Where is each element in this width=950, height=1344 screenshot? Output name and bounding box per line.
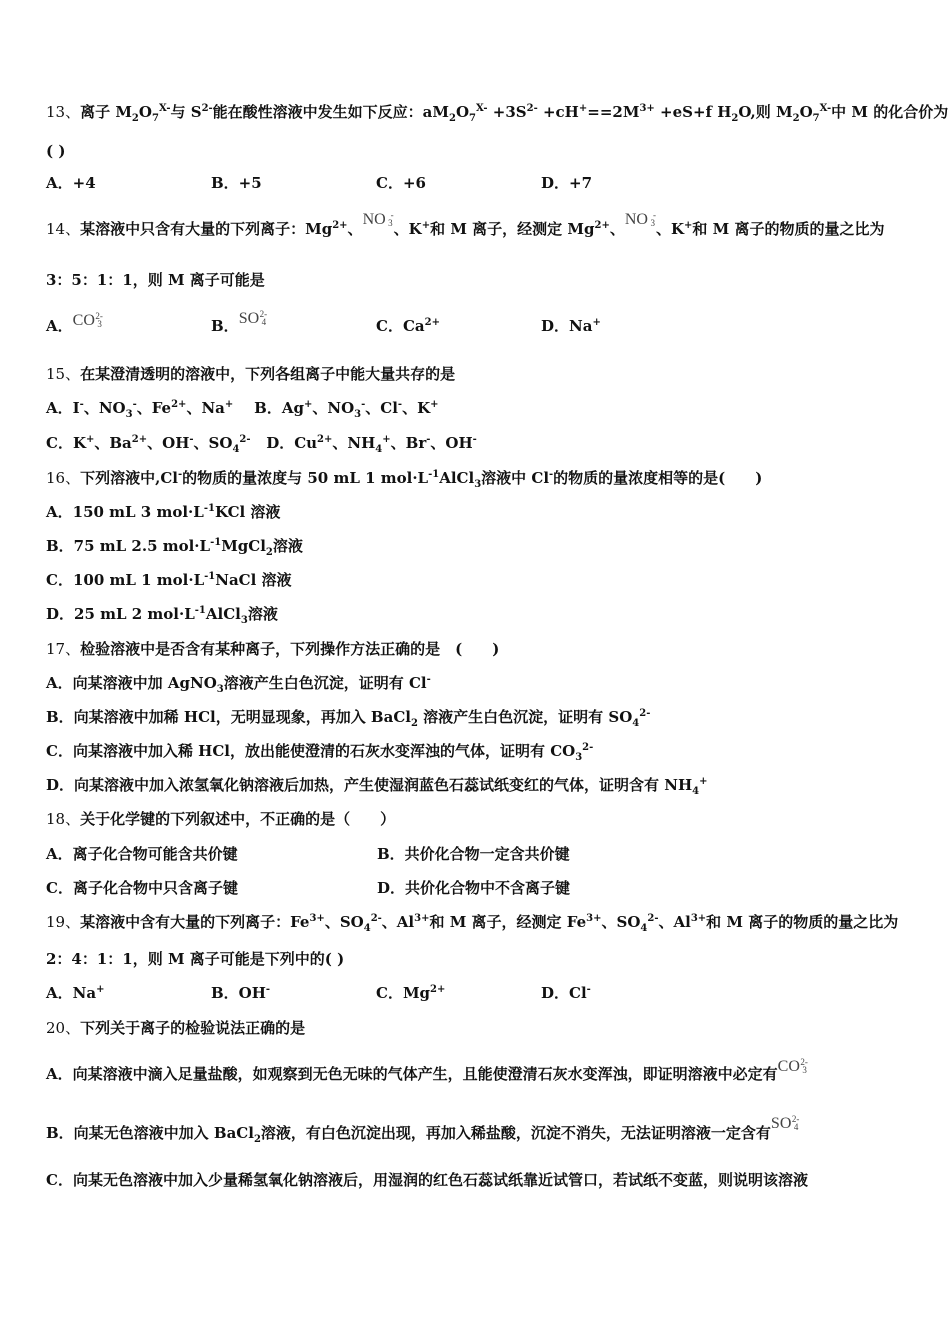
text: 、K — [393, 220, 422, 238]
text: 、K — [655, 220, 684, 238]
text: NO — [362, 211, 386, 228]
sub: 3 — [216, 684, 224, 695]
text: AlCl — [439, 469, 475, 487]
text: 在某澄清透明的溶液中，下列各组离子中能大量共存的是 — [80, 365, 456, 383]
q15-options-cd — [46, 433, 477, 453]
sup: X- — [476, 103, 488, 114]
q13-option-a: A．+4 — [46, 174, 96, 192]
text: A．Na — [46, 984, 97, 1002]
sup: 2- — [526, 103, 538, 114]
sup: + — [382, 434, 391, 445]
q18-option-b: B．共价化合物一定含共价键 — [377, 845, 570, 863]
q18-number: 18、 — [46, 810, 81, 828]
sup: + — [592, 317, 601, 328]
sup: -1 — [203, 503, 215, 514]
text: NaCl 溶液 — [215, 571, 292, 589]
q20-option-a — [46, 1057, 808, 1085]
q19-number: 19、 — [46, 913, 81, 931]
q19-option-c — [376, 983, 541, 1003]
text: 溶液 — [247, 605, 278, 623]
sub: 4 — [363, 923, 371, 934]
sup: 2+ — [131, 434, 148, 445]
text: SO — [238, 310, 260, 327]
sup: 3+ — [309, 913, 325, 924]
text: B．75 mL 2.5 mol·L — [46, 537, 211, 555]
text: 和 M 离子的物质的量之比为 — [692, 220, 885, 238]
q16-option-a — [46, 502, 280, 522]
text: 溶液 — [272, 537, 303, 555]
text: A．150 mL 3 mol·L — [46, 503, 204, 521]
sup: - — [79, 399, 84, 410]
text: D．25 mL 2 mol·L — [46, 605, 195, 623]
sup: 2- — [259, 309, 268, 319]
text: O,则 M — [738, 103, 793, 121]
sup: 2+ — [430, 984, 446, 995]
sup: + — [684, 220, 693, 231]
sup: - — [132, 399, 137, 410]
sup: 2- — [239, 434, 251, 445]
q18-option-d: D．共价化合物中不含离子键 — [377, 879, 571, 897]
q16-option-b — [46, 536, 303, 556]
text: 的物质的量浓度相等的是( ) — [553, 469, 763, 487]
text: B． — [211, 317, 239, 335]
sub: 2 — [253, 1134, 261, 1145]
text: 检验溶液中是否含有某种离子，下列操作方法正确的是 ( ) — [80, 640, 500, 658]
sup: 2- — [201, 103, 213, 114]
q18-option-a: A．离子化合物可能含共价键 — [46, 845, 238, 863]
sup: - — [361, 399, 366, 410]
sup: + — [224, 399, 234, 410]
text: A．向某溶液中滴入足量盐酸，如观察到无色无味的气体产生，且能使澄清石灰水变浑浊，即证明溶液中必定有 — [46, 1065, 778, 1083]
q18-options-ab — [46, 844, 570, 864]
text: 、Cl — [365, 399, 398, 417]
text: 、SO — [193, 434, 233, 452]
q18-stem — [46, 809, 395, 829]
sup: + — [430, 399, 439, 410]
nitrate-formula — [363, 210, 394, 230]
text: 、K — [402, 399, 431, 417]
q19-options — [46, 983, 591, 1003]
text: CO — [777, 1058, 800, 1075]
sup: -1 — [204, 571, 216, 582]
sup: + — [421, 220, 431, 231]
text: +eS+f H — [654, 103, 732, 121]
sub: 3 — [97, 319, 102, 329]
sub: 4 — [692, 786, 700, 797]
sub: 3 — [575, 752, 583, 763]
text: CO — [72, 312, 95, 329]
text: AlCl — [205, 605, 241, 623]
text: 溶液产生白色沉淀，证明有 SO — [417, 708, 633, 726]
q14-options — [46, 309, 601, 337]
sub: 2 — [131, 113, 139, 124]
text: 下列关于离子的检验说法正确的是 — [80, 1019, 306, 1037]
sup: 2- — [639, 708, 651, 719]
q14-option-b — [211, 309, 376, 337]
text: 、SO — [601, 913, 641, 931]
q17-stem — [46, 639, 499, 659]
text: A． — [46, 317, 73, 335]
q13-paren: ( ) — [46, 142, 66, 160]
text: 、Na — [186, 399, 225, 417]
sub: 4 — [232, 444, 240, 455]
text: 、NH — [332, 434, 376, 452]
sup: 2- — [647, 913, 659, 924]
sub: 3 — [650, 218, 655, 228]
sup: 2- — [582, 742, 594, 753]
sup: - — [265, 984, 271, 995]
text: 下列溶液中,Cl — [80, 469, 178, 487]
q15-number: 15、 — [46, 365, 81, 383]
sub: 2 — [792, 113, 800, 124]
sub: 2 — [265, 547, 273, 558]
text: 、OH — [430, 434, 473, 452]
text: 离子 M — [80, 103, 132, 121]
text: 某溶液中只含有大量的下列离子：Mg — [80, 220, 333, 238]
q14-option-c — [376, 316, 541, 336]
sup: 2+ — [424, 317, 440, 328]
text: 、Fe — [136, 399, 172, 417]
sup: - — [397, 399, 403, 410]
q14-stem — [46, 210, 885, 240]
q16-number: 16、 — [46, 469, 81, 487]
text: 某溶液中含有大量的下列离子：Fe — [80, 913, 310, 931]
sub: 2 — [410, 718, 418, 729]
sup: + — [96, 984, 105, 995]
q17-number: 17、 — [46, 640, 81, 658]
text: B．Ag — [254, 399, 304, 417]
q19-option-b — [211, 983, 376, 1003]
q16-option-c — [46, 570, 292, 590]
text: C．100 mL 1 mol·L — [46, 571, 205, 589]
sup: 2- — [800, 1057, 808, 1067]
sup: - — [586, 984, 591, 995]
q19-stem — [46, 912, 898, 932]
text: B．向某无色溶液中加入 BaCl — [46, 1124, 254, 1142]
sup: 2+ — [171, 399, 187, 410]
text: 、Al — [381, 913, 415, 931]
q17-option-c — [46, 741, 593, 761]
sub: 3 — [125, 409, 133, 420]
text: 溶液产生白色沉淀，证明有 Cl — [223, 674, 427, 692]
sup: - — [426, 674, 431, 685]
text: B．OH — [211, 984, 266, 1002]
text: 、 — [347, 220, 363, 238]
text: 的物质的量浓度与 50 mL 1 mol·L — [182, 469, 429, 487]
text: KCl 溶液 — [214, 503, 281, 521]
q20-option-b — [46, 1114, 800, 1145]
sup: + — [578, 103, 588, 114]
q14-option-a — [46, 311, 211, 337]
sup: -1 — [194, 605, 206, 616]
sup: 2+ — [332, 220, 348, 231]
sup: + — [699, 776, 708, 787]
sub: 2 — [449, 113, 456, 124]
sup: - — [426, 434, 431, 445]
sup: X- — [819, 103, 832, 114]
sub: 7 — [151, 113, 159, 124]
sup: + — [85, 434, 95, 445]
text: 和 M 离子，经测定 Mg — [430, 220, 595, 238]
text: 与 S — [170, 103, 202, 121]
text: A．向某溶液中加 AgNO — [46, 674, 217, 692]
q19-option-a — [46, 983, 211, 1003]
sup: 2+ — [317, 434, 333, 445]
q13-options — [46, 173, 592, 193]
text: 、Ba — [94, 434, 132, 452]
q19-option-d — [541, 983, 591, 1003]
sub: 3 — [240, 615, 248, 626]
sup: 2- — [370, 913, 382, 924]
text: 、OH — [147, 434, 190, 452]
text: 关于化学键的下列叙述中，不正确的是（ ） — [80, 810, 396, 828]
q17-option-b — [46, 707, 650, 727]
text: 、SO — [324, 913, 364, 931]
q14-line2: 3：5：1：1，则 M 离子可能是 — [46, 271, 265, 289]
text: 、NO — [312, 399, 355, 417]
sub: 3 — [802, 1065, 807, 1075]
q15-stem — [46, 364, 455, 384]
sub: 4 — [375, 444, 383, 455]
sup: - — [472, 434, 477, 445]
q18-option-c: C．离子化合物中只含离子键 — [46, 879, 238, 897]
sub: 3 — [388, 218, 393, 228]
sup: 3+ — [639, 103, 655, 114]
sup: 3+ — [586, 913, 602, 924]
text: C．Mg — [376, 984, 431, 1002]
sub: 7 — [469, 113, 477, 124]
q14-option-d — [541, 316, 601, 336]
text: D．Na — [541, 317, 593, 335]
sup: - — [177, 469, 183, 480]
sulfate-formula — [771, 1114, 799, 1134]
q13-stem: 13、离子 $M_2O_7^{X-}$与 $S^{2-}$能在酸性溶液中发生如下反应：$aM_2O_7^{X-} +3S^{2-} +cH^+==2M^{3+} +eS+f$ $H_2O$,则 $M_2O_7^{X-}$中 M 的化合价为 — [46, 103, 949, 124]
text: 、Al — [658, 913, 691, 931]
q15-options-ab — [46, 398, 439, 418]
text: 中 M 的化合价为 — [831, 103, 949, 121]
text: C．K — [46, 434, 86, 452]
sup: - — [390, 210, 394, 220]
text: D．向某溶液中加入浓氢氧化钠溶液后加热，产生使湿润蓝色石蕊试纸变红的气体，证明含有 NH — [46, 776, 693, 794]
sulfate-formula — [239, 309, 267, 329]
text: ==2M — [587, 103, 640, 121]
sub: 7 — [812, 113, 820, 124]
q13-number: 13、 — [46, 103, 81, 121]
sup: 2+ — [594, 220, 610, 231]
sup: + — [303, 399, 313, 410]
text: 、NO — [83, 399, 126, 417]
q16-option-d — [46, 604, 278, 624]
q13-option-c: C．+6 — [376, 174, 426, 192]
text: 和 M 离子的物质的量之比为 — [706, 913, 899, 931]
text: C．Ca — [376, 317, 425, 335]
q16-stem — [46, 468, 762, 488]
text: 溶液中 Cl — [481, 469, 550, 487]
text: +3S — [487, 103, 527, 121]
text: 和 M 离子，经测定 Fe — [429, 913, 587, 931]
text: 能在酸性溶液中发生如下反应：aM — [212, 103, 449, 121]
sub: 2 — [731, 113, 739, 124]
sup: - — [549, 469, 554, 480]
sub: 3 — [474, 479, 482, 490]
carbonate-formula — [73, 311, 103, 331]
sub: 4 — [793, 1122, 799, 1132]
text: +cH — [537, 103, 579, 121]
text: NO — [624, 211, 648, 228]
text: D．Cu — [266, 434, 318, 452]
q17-option-d — [46, 775, 707, 795]
sup: 2- — [95, 311, 103, 321]
q19-line2: 2：4：1：1，则 M 离子可能是下列中的( ) — [46, 950, 345, 968]
text: A．I — [46, 399, 80, 417]
sub: 4 — [632, 718, 640, 729]
sup: X- — [158, 103, 171, 114]
text: 、Br — [390, 434, 427, 452]
q20-number: 20、 — [46, 1019, 81, 1037]
sup: -1 — [210, 537, 222, 548]
q17-option-a — [46, 673, 431, 693]
q13-option-d: D．+7 — [541, 174, 593, 192]
text: 、 — [609, 220, 625, 238]
q20-stem — [46, 1018, 305, 1038]
sub: 3 — [354, 409, 362, 420]
sup: - — [189, 434, 194, 445]
q18-options-cd — [46, 878, 570, 898]
text: B．向某溶液中加稀 HCl，无明显现象，再加入 BaCl — [46, 708, 411, 726]
text: MgCl — [221, 537, 266, 555]
sup: -1 — [428, 469, 440, 480]
text: 溶液，有白色沉淀出现，再加入稀盐酸，沉淀不消失，无法证明溶液一定含有 — [260, 1124, 771, 1142]
sup: 3+ — [414, 913, 430, 924]
sup: - — [652, 210, 656, 220]
sub: 4 — [261, 317, 267, 327]
text: SO — [770, 1115, 792, 1132]
text: D．Cl — [541, 984, 587, 1002]
carbonate-formula — [778, 1057, 808, 1077]
nitrate-formula — [625, 210, 656, 230]
text: C．向某溶液中加入稀 HCl，放出能使澄清的石灰水变浑浊的气体，证明有 CO — [46, 742, 576, 760]
sup: 2- — [791, 1114, 800, 1124]
sup: 3+ — [690, 913, 707, 924]
q13-option-b: B．+5 — [211, 174, 262, 192]
q20-option-c: C．向某无色溶液中加入少量稀氢氧化钠溶液后，用湿润的红色石蕊试纸靠近试管口，若试纸不变蓝，则说明该溶液 — [46, 1171, 808, 1189]
q14-number: 14、 — [46, 220, 81, 238]
sub: 4 — [640, 923, 648, 934]
